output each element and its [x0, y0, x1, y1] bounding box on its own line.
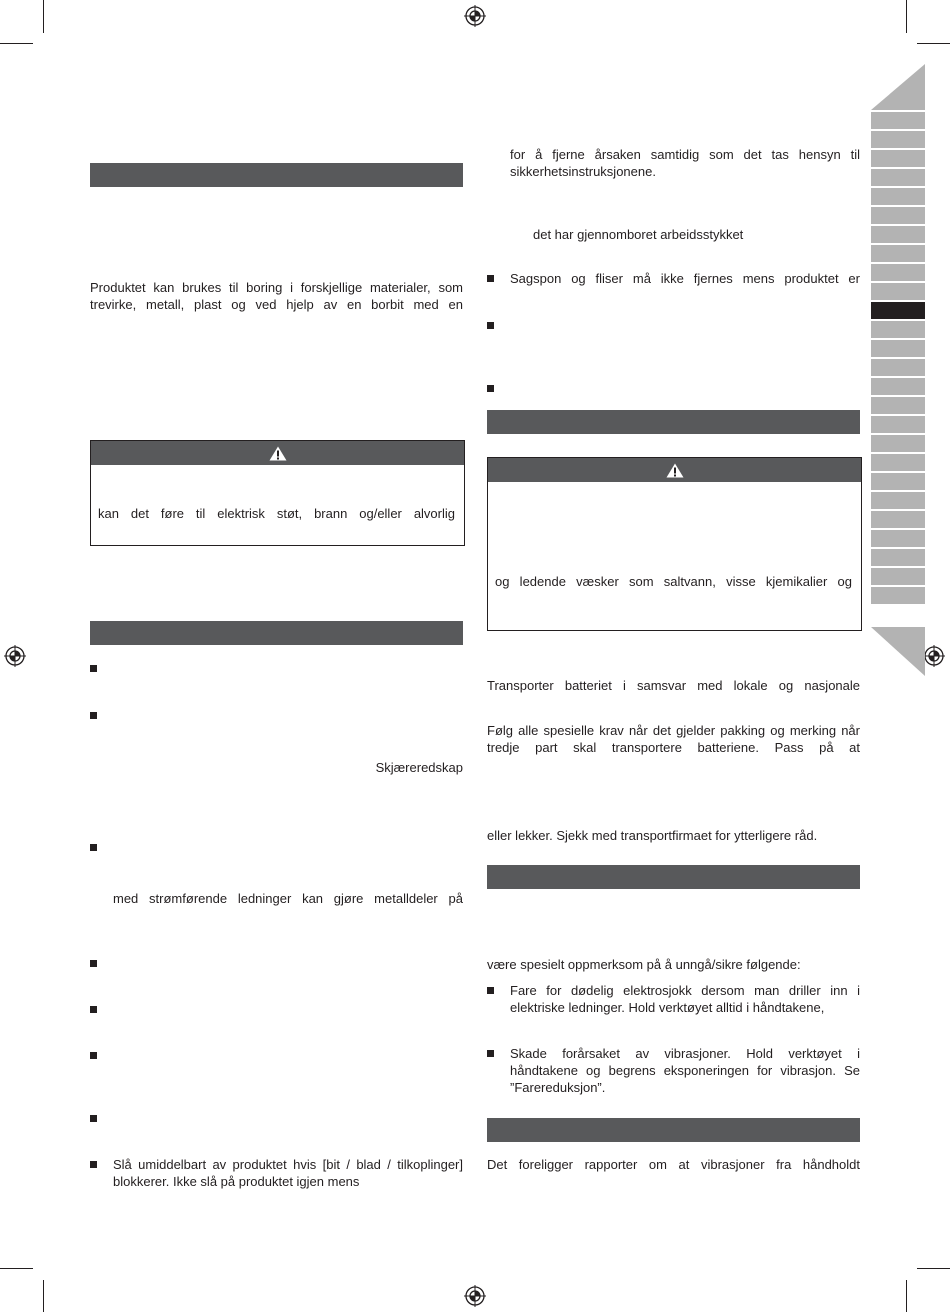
bullet	[90, 960, 97, 967]
bullet	[90, 1115, 97, 1122]
registration-mark-icon	[4, 645, 26, 667]
warning-triangle-icon	[269, 446, 287, 461]
side-tab	[871, 492, 925, 511]
intro-paragraph: Produktet kan brukes til boring i forskjellige materialer, som trevirke, metall, plast og ved hjelp av en borbit med en	[90, 280, 463, 312]
side-tab	[871, 359, 925, 378]
crop-mark	[43, 0, 44, 33]
side-tab-top-triangle	[871, 64, 925, 112]
side-tab	[871, 549, 925, 568]
crop-mark	[917, 43, 950, 44]
side-tab	[871, 454, 925, 473]
registration-mark-icon	[464, 1285, 486, 1307]
crop-mark	[906, 0, 907, 33]
transport-battery-text: Transporter batteriet i samsvar med lokale og nasjonale	[487, 678, 860, 693]
warning-triangle-icon	[666, 463, 684, 478]
bullet	[90, 1006, 97, 1013]
side-tab	[871, 264, 925, 283]
side-tab	[871, 340, 925, 359]
warning-box	[487, 457, 862, 631]
side-tab	[871, 131, 925, 150]
section-heading-bar	[90, 621, 463, 645]
section-heading-bar	[487, 865, 860, 889]
vibration-bullet-text: Skade forårsaket av vibrasjoner. Hold verktøyet i håndtakene og begrens eksponeringen for vibrasjon. Se ”Farereduksjon”.	[510, 1046, 860, 1095]
packing-text: Følg alle spesielle krav når det gjelder pakking og merking når tredje part skal transportere batteriene. Pass på at	[487, 723, 860, 755]
section-heading-bar	[90, 163, 463, 187]
attention-text: være spesielt oppmerksom på å unngå/sikre følgende:	[487, 957, 801, 972]
section-heading-bar	[487, 1118, 860, 1142]
side-tab	[871, 587, 925, 606]
crop-mark	[0, 1268, 33, 1269]
pierced-workpiece-text: det har gjennomboret arbeidsstykket	[533, 227, 744, 242]
warning-box	[90, 440, 465, 546]
electroshock-bullet-text: Fare for dødelig elektrosjokk dersom man driller inn i elektriske ledninger. Hold verktøyet alltid i håndtakene,	[510, 983, 860, 1015]
blocked-bit-bullet-text: Slå umiddelbart av produktet hvis [bit / blad / tilkoplinger] blokkerer. Ikke slå på produktet igjen mens	[113, 1157, 463, 1189]
side-tab	[871, 112, 925, 131]
side-tab	[871, 397, 925, 416]
bullet	[487, 322, 494, 329]
bullet	[90, 665, 97, 672]
bullet	[487, 385, 494, 392]
side-tab	[871, 169, 925, 188]
crop-mark	[43, 1280, 44, 1312]
section-heading-bar	[487, 410, 860, 434]
registration-mark-icon	[464, 5, 486, 27]
side-tab-bottom-triangle	[871, 627, 925, 677]
side-tab	[871, 321, 925, 340]
side-tab	[871, 226, 925, 245]
side-tab	[871, 283, 925, 302]
bullet	[90, 1161, 97, 1168]
bullet	[487, 987, 494, 994]
side-tab	[871, 245, 925, 264]
crop-mark	[0, 43, 33, 44]
bullet	[90, 712, 97, 719]
side-tab	[871, 435, 925, 454]
warning-box-header	[488, 458, 861, 482]
leaks-text: eller lekker. Sjekk med transportfirmaet for ytterligere råd.	[487, 828, 818, 843]
side-tab	[871, 416, 925, 435]
live-wires-text: med strømførende ledninger kan gjøre metalldeler på	[113, 891, 463, 906]
crop-mark	[917, 1268, 950, 1269]
crop-mark	[906, 1280, 907, 1312]
side-tab	[871, 188, 925, 207]
side-tab	[871, 473, 925, 492]
side-tab	[871, 530, 925, 549]
bullet	[487, 1050, 494, 1057]
cutting-tools-text: Skjæreredskap	[375, 760, 463, 775]
bullet	[90, 844, 97, 851]
side-tab	[871, 150, 925, 169]
side-tab	[871, 568, 925, 587]
side-language-tabs	[871, 112, 925, 606]
warning-text: kan det føre til elektrisk støt, brann og/eller alvorlig	[98, 506, 455, 521]
vibration-reports-text: Det foreligger rapporter om at vibrasjoner fra håndholdt	[487, 1157, 860, 1172]
warning-box-header	[91, 441, 464, 465]
cause-text: for å fjerne årsaken samtidig som det tas hensyn til sikkerhetsinstruksjonene.	[510, 147, 860, 179]
side-tab	[871, 207, 925, 226]
registration-mark-icon	[923, 645, 945, 667]
warning-text: og ledende væsker som saltvann, visse kjemikalier og	[495, 574, 852, 589]
side-tab	[871, 511, 925, 530]
bullet	[90, 1052, 97, 1059]
side-tab-active	[871, 302, 925, 321]
side-tab	[871, 378, 925, 397]
bullet	[487, 275, 494, 282]
sawdust-text: Sagspon og fliser må ikke fjernes mens produktet er	[510, 271, 860, 286]
